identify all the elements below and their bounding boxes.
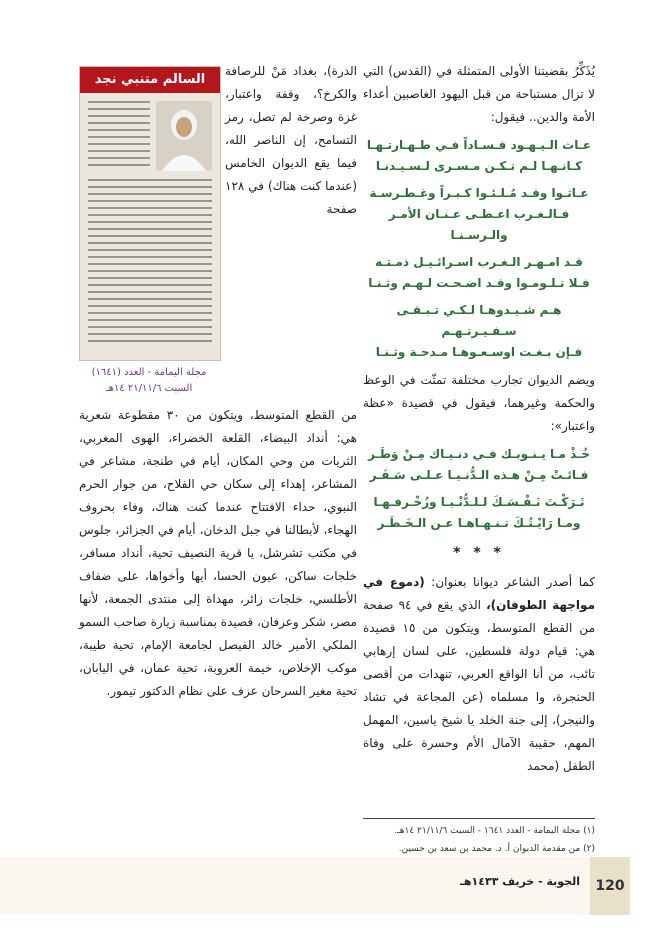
verse-hemistich-2: ومـا رَايْـتُـكَ تـنـهـاهـا عـن الـخَـطَـر (377, 516, 581, 530)
verses-group-2 (363, 444, 595, 534)
verse-hemistich-2: فـإن بـغـت اوسـعـوهـا مـدحـة وثـنـا (375, 345, 583, 359)
right-column (363, 60, 595, 778)
article-clipping-image (79, 66, 221, 361)
verse-hemistich-2: كـانـهـا لـم تـكـن مـسـرى لـسـيـدنـا (375, 159, 583, 173)
paragraph-diwan-rest: الذي يقع في ٩٤ صفحة من القطع المتوسط، ويتكون من ١٥ قصيدة هي: قيام دولة فلسطين، على لسان إرهابي تائب، من أنا الواقع العربي، تنهدات من أقصى الحنجرة، وا مسلماه (عن المجاعة في تشاد والنيجر)، إلى جنة الخلد يا شيخ ياسين، المهمل المهم، حقيبة الآمال الأم وحسرة على وفاة الطفل (محمد (363, 598, 595, 773)
clipping-intro-lines (88, 101, 150, 171)
verse (363, 183, 595, 246)
verse (363, 492, 595, 534)
middle-paragraph: الدرة)، بغداد مَنْ للرصافة والكرخ؟، وقفة واعتبار، غزة وصرخة لم تصل، رمز التسامح، إن الناصر الله، فيما يقع الديوان الخامس (عندما كنت هناك) في ١٢٨ صفحة (225, 64, 357, 216)
footnote-1: (١) مجلة اليمامة - العدد ١٦٤١ - السبت ٢١/١١/٦ ١٤هـ. (394, 826, 595, 836)
verse-hemistich-1: تَـرَكْـتَ نَـفْـسَـكَ لـلـدُّنْـيـا وزُخْـرفـهـا (373, 495, 585, 509)
footnote-divider (363, 818, 595, 819)
caption-line-2: السبت ٢١/١١/٦ ١٤هـ (105, 383, 193, 394)
verse-hemistich-1: خُـذْ مـا يـنـوبـك فـي دنـيـاك مِـنْ وَطَـر (368, 447, 590, 461)
portrait-photo-icon (156, 101, 212, 171)
clipping-headline: السالم متنبي نجد (80, 67, 220, 93)
paragraph-diwan (363, 571, 595, 778)
poem-list-paragraph: من القطع المتوسط، ويتكون من ٣٠ مقطوعة شعرية هي: أنداد البيضاء، القلعة الخضراء، الهوى المغربي، الثريات من وحي المكان، أيام في طنجة، مشاعر في المشاعر، إهداء إلى سكان حي الفلاح، من جوار الحرم النبوي، حداء الافتتاح عندما كنت هناك، وفاء بحروف الهجاء، لأبطالنا في جبل الدخان، أيام في الجزائر، جلوس في مكتب تشرشل، يا قرية النصيف تحية، أنداد مسافر، خلجات ساكن، عيون الحسا، أيها وأخواها، على ضفاف الأطلسي، خلجات زائر، مهداة إلى منتدى الجمعة، لأنها مصر، شكر وعرفان، قصيدة بمناسبة زيارة صاحب السمو الملكي الأمير خالد الفيصل لجامعة الإمام، تحية طيبة، موكب الإخلاص، خيمة العروبة، تحية عمان، في اليابان، تحية مغير السرحان عزف على نظام الدكتور تيمور. (79, 408, 357, 698)
image-caption (79, 365, 219, 397)
verse-hemistich-1: عـاث الـيـهـود فـسـاداً فـي طـهـارتـهـا (366, 138, 592, 152)
diwan-title: (دموع في مواجهة الطوفان)، (363, 575, 595, 612)
bottom-left-column (79, 404, 357, 703)
paragraph-diwan-prefix: كما أصدر الشاعر ديوانا بعنوان: (424, 575, 596, 589)
footnotes (79, 822, 595, 858)
section-separator: * * * (453, 545, 505, 561)
paragraph-intro: يُذَكِّرُ بقضيتنا الأولى المتمثلة في (القدس) التي لا تزال مستباحة من قبل اليهود الغاصبين أعداء الأمة والدين.. فيقول: (363, 64, 595, 124)
verse (363, 135, 595, 177)
verse (363, 252, 595, 294)
verse-hemistich-2: فـلا تـلـومـوا وقـد اضـحـت لـهـم وثـنـا (368, 276, 590, 290)
clipping-body-lines (88, 179, 212, 347)
caption-line-1: مجلة اليمامة - العدد (١٦٤١) (91, 367, 207, 378)
verse (363, 300, 595, 363)
middle-column-top (225, 60, 357, 221)
verse-hemistich-1: عـاثـوا وقـد مُـلـئـوا كـبـراً وغـطـرسـة (369, 186, 589, 200)
verse-hemistich-2: فـالـغـرب اعـطـى عـنـان الأمـر والـرسـنـا (388, 207, 570, 242)
verse-hemistich-1: قـد امـهـر الـغـرب اسـرائـيـل ذمـتـه (375, 255, 583, 269)
verse-hemistich-2: فـائـتْ مِـنْ هـذه الـدُّنـيـا عـلـى سَـفَـر (369, 468, 589, 482)
verses-group-1 (363, 135, 595, 363)
verse-hemistich-1: هـم شـيـدوهـا لـكـي تـبـقـى سـفـيـرتـهـم (396, 303, 562, 338)
verse (363, 444, 595, 486)
paragraph-wisdom: ويضم الديوان تجارب مختلفة تمثّت في الوعظ والحكمة وغيرهما، فيقول في قصيدة «عظة واعتبار»: (363, 373, 595, 433)
footnote-2: (٢) من مقدمة الديوان أ. د. محمد بن سعد بن حسين. (398, 844, 595, 854)
page-number: 120 (590, 857, 630, 915)
journal-issue: الجوبة - خريف ١٤٣٣هـ (460, 875, 580, 888)
